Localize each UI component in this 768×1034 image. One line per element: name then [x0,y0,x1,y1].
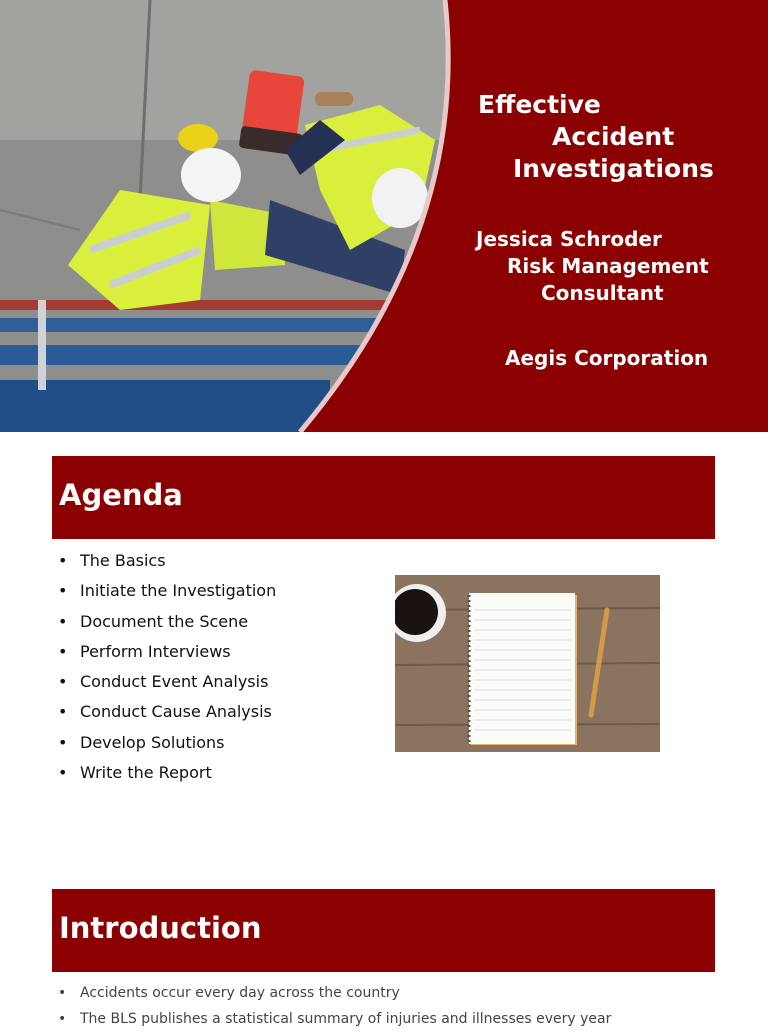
introduction-item: • Accidents occur every day across the country [58,982,611,1008]
title-line-2: Accident [552,122,675,151]
presenter-name: Jessica Schroder [476,227,662,251]
agenda-item: • The Basics [58,548,276,578]
notebook-coffee-photo [395,575,660,752]
agenda-heading: Agenda [59,478,183,512]
introduction-list [58,982,611,1034]
introduction-item: • The BLS publishes a statistical summary of injuries and illnesses every year [58,1008,611,1034]
agenda-item: • Write the Report [58,760,276,790]
agenda-item: • Conduct Event Analysis [58,669,276,699]
agenda-item: • Initiate the Investigation [58,578,276,608]
presenter-role-line-2: Consultant [541,281,664,305]
title-slide [0,0,768,432]
agenda-list [58,548,276,790]
agenda-item: • Document the Scene [58,609,276,639]
agenda-header [52,456,715,539]
title-line-1: Effective [478,90,601,119]
title-line-3: Investigations [513,154,714,183]
presenter-role-line-1: Risk Management [507,254,709,278]
organization-name: Aegis Corporation [505,346,709,370]
agenda-item: • Perform Interviews [58,639,276,669]
introduction-heading: Introduction [59,911,262,945]
agenda-item: • Conduct Cause Analysis [58,699,276,729]
introduction-header [52,889,715,972]
agenda-item: • Develop Solutions [58,730,276,760]
